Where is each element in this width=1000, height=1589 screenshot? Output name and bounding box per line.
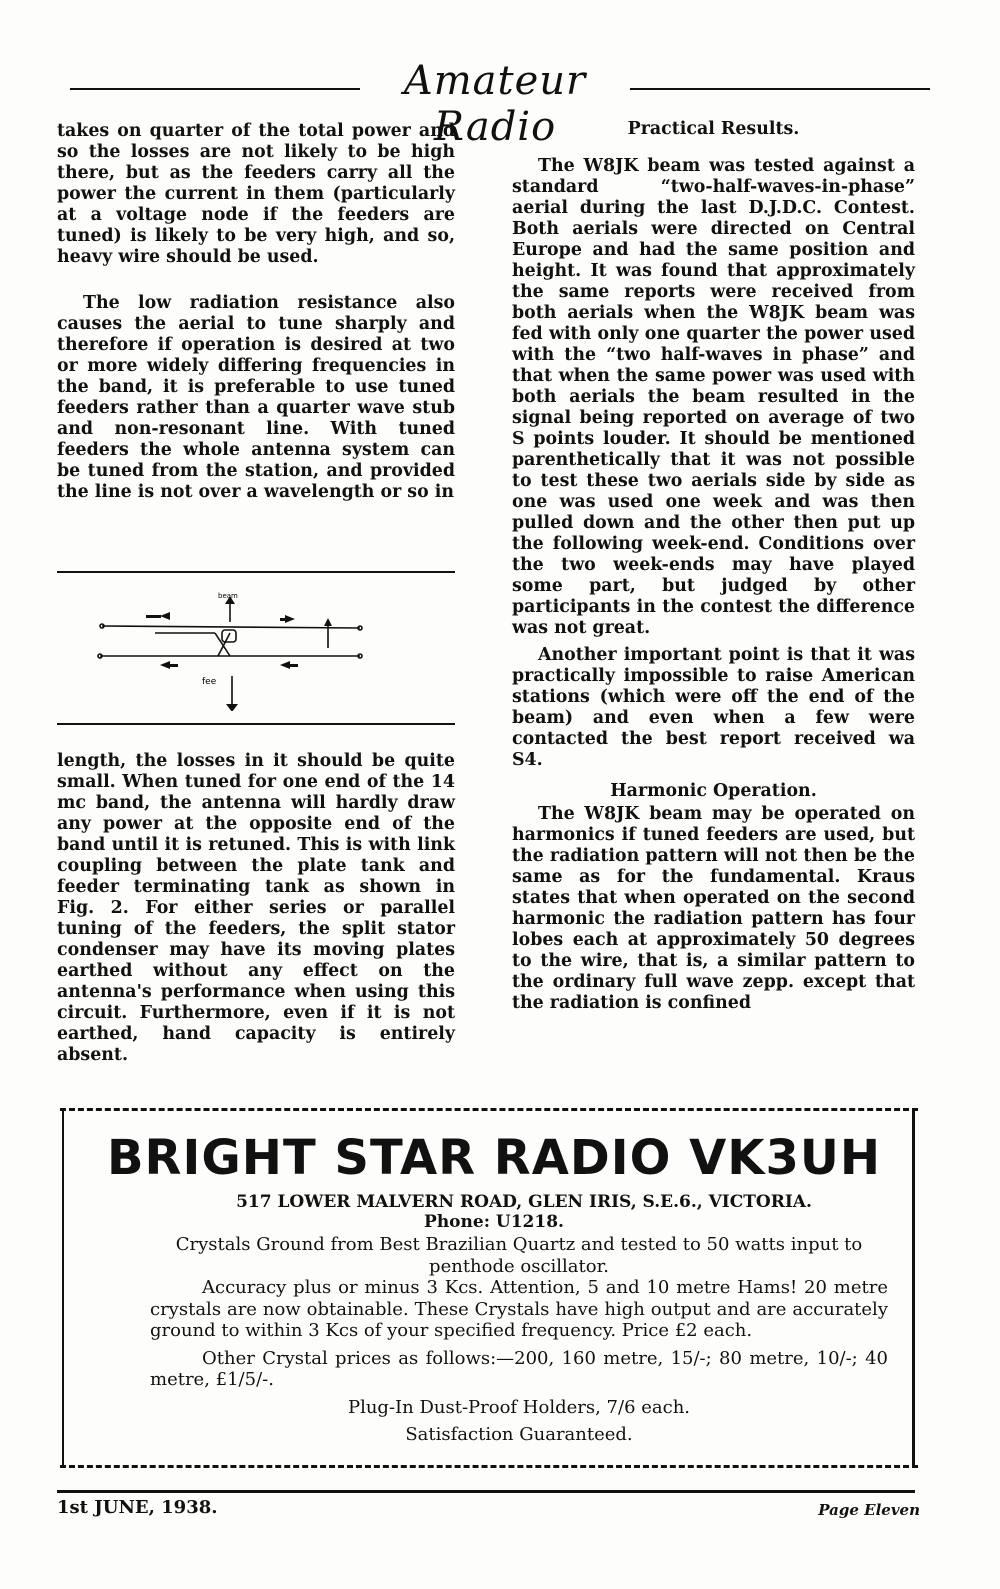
left-column-bottom — [57, 751, 455, 1066]
ad-address: 517 LOWER MALVERN ROAD, GLEN IRIS, S.E.6., VICTORIA. — [236, 1192, 812, 1212]
figure-label-beam: beam — [218, 592, 238, 600]
section-heading: Harmonic Operation. — [610, 781, 817, 801]
antenna-figure — [90, 586, 390, 711]
footer-rule — [57, 1490, 915, 1493]
masthead-rule-left — [70, 88, 360, 90]
paragraph: The low radiation resistance also causes the aerial to tune sharply and therefore if operation is desired at two or more widely differing frequencies in the band, it is preferable to use tuned feeders rather than a quarter wave stub and non-resonant line. With tuned feeders the whole antenna system can be tuned from the station, and provided the line is not over a wavelength or so in — [57, 293, 455, 502]
paragraph: The W8JK beam may be operated on harmonics if tuned feeders are used, but the radiation pattern will not then be the same as for the fundamental. Kraus states that when operated on the second harmonic the radiation pattern has four lobes each at approximately 50 degrees to the wire, that is, a similar pattern to the ordinary full wave zepp. except that the radiation is confined — [512, 804, 915, 1013]
paragraph: The W8JK beam was tested against a standard “two-half-waves-in-phase” aerial during the last D.J.D.C. Contest. Both aerials were directed on Central Europe and had the same position and height. It was found that approximately the same reports were received from both aerials when the W8JK beam was fed with only one quarter the power used with the “two half-waves in phase” and that when the same power was used with both aerials the beam resulted in the signal being reported on average of two S points louder. It should be mentioned parenthetically that it was not possible to test these two aerials side by side as one was used one week and was then pulled down and the other then put up the following week-end. Conditions over the two week-ends may have played some part, but judged by other participants in the contest the difference was not great. — [512, 156, 915, 638]
ad-company-name: BRIGHT STAR RADIO VK3UH — [106, 1130, 882, 1186]
ad-paragraph: Satisfaction Guaranteed. — [405, 1424, 633, 1445]
section-heading: Practical Results. — [627, 119, 800, 139]
figure-rule-top — [57, 571, 455, 573]
ad-paragraph: Plug-In Dust-Proof Holders, 7/6 each. — [347, 1396, 691, 1418]
ad-phone: Phone: U1218. — [424, 1212, 564, 1232]
ad-paragraph: Accuracy plus or minus 3 Kcs. Attention, 5 and 10 metre Hams! 20 metre crystals are now obtainable. These Crystals have high output and are accurately ground to within 3 Kcs of your specified frequency. Price £2 each. — [150, 1277, 888, 1341]
ad-paragraph: Crystals Ground from Best Brazilian Quartz and tested to 50 watts input to penthode oscillator. — [175, 1234, 863, 1277]
ad-paragraph: Other Crystal prices as follows:—200, 160 metre, 15/-; 80 metre, 10/-; 40 metre, £1/5/-. — [150, 1347, 888, 1390]
page-number: Page Eleven — [818, 1501, 920, 1519]
figure-label-feed: fee — [202, 677, 217, 687]
advertisement — [62, 1108, 915, 1468]
issue-date: 1st JUNE, 1938. — [57, 1497, 218, 1518]
paragraph: length, the losses in it should be quite small. When tuned for one end of the 14 mc band, the antenna will hardly draw any power at the opposite end of the band until it is retuned. This is with link coupling between the plate tank and feeder terminating tank as shown in Fig. 2. For either series or parallel tuning of the feeders, the split stator condenser may have its moving plates earthed without any effect on the antenna's performance when using this circuit. Furthermore, even if it is not earthed, hand capacity is entirely absent. — [57, 751, 455, 1065]
ad-body — [150, 1234, 888, 1446]
left-column-top — [57, 121, 455, 503]
ad-border-top — [60, 1108, 918, 1111]
masthead-rule-right — [630, 88, 930, 90]
paragraph: takes on quarter of the total power and so the losses are not likely to be high there, but as the feeders carry all the power the current in them (particularly at a voltage node if the feeders are tuned) is likely to be very high, and so, heavy wire should be used. — [57, 121, 455, 267]
paragraph: Another important point is that it was practically impossible to raise American stations (which were off the end of the beam) and even when a few were contacted the best report received wa S4. — [512, 645, 915, 770]
figure-rule-bottom — [57, 723, 455, 725]
right-column — [512, 119, 915, 1014]
journal-title: Amateur Radio — [403, 58, 587, 150]
ad-border-bottom — [60, 1465, 918, 1468]
